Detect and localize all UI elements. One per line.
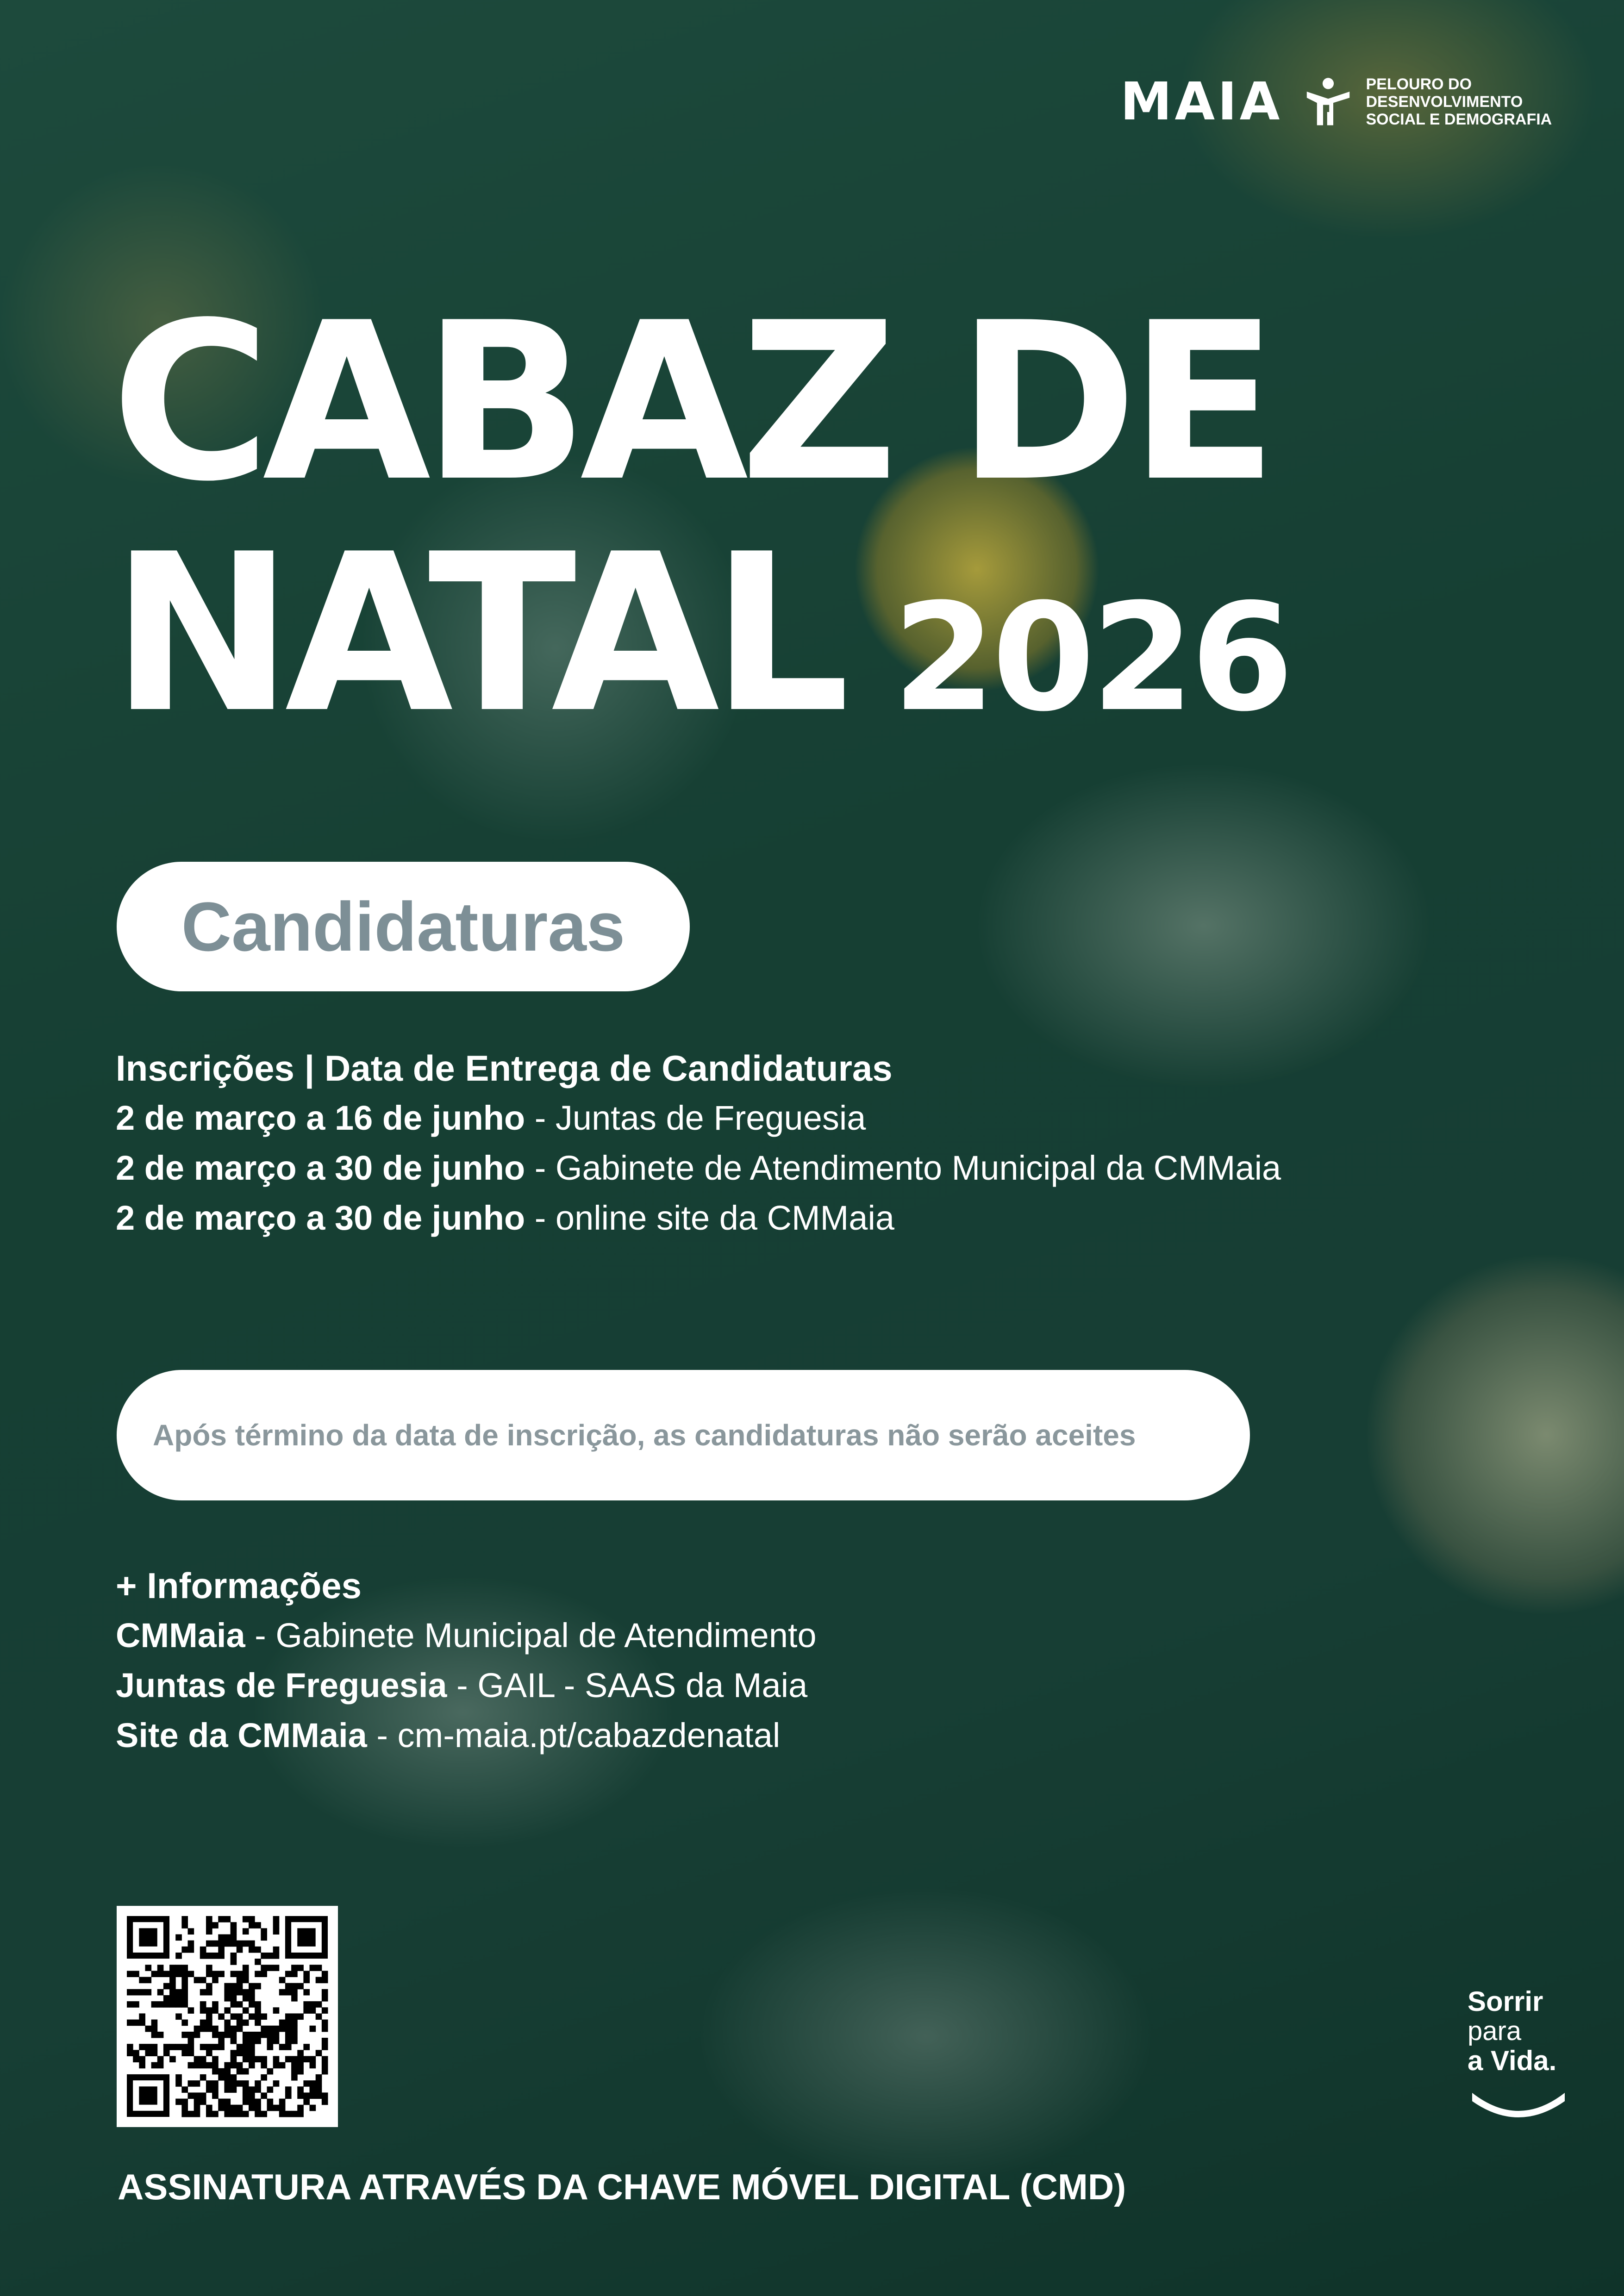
more-information	[116, 1561, 817, 1761]
registration-heading: Inscrições | Data de Entrega de Candidaturas	[116, 1048, 893, 1089]
more-info-heading: + Informações	[116, 1565, 362, 1606]
registration-item: 2 de março a 30 de junho - Gabinete de Atendimento Municipal da CMMaia	[116, 1149, 1281, 1187]
slogan: Sorrir para a Vida.	[1468, 1986, 1557, 2076]
registration-item: 2 de março a 16 de junho - Juntas de Freguesia	[116, 1099, 866, 1137]
info-item: Juntas de Freguesia - GAIL - SAAS da Maia	[116, 1666, 808, 1705]
deadline-notice: Após término da data de inscrição, as candidaturas não serão aceites	[117, 1370, 1250, 1500]
title-year: 2026	[892, 572, 1290, 744]
maia-logo[interactable]	[1120, 69, 1552, 134]
candidaturas-badge: Candidaturas	[117, 862, 690, 991]
logo-wordmark: MAIA	[1120, 72, 1283, 132]
info-item[interactable]: Site da CMMaia - cm-maia.pt/cabazdenatal	[116, 1716, 781, 1755]
qr-code[interactable]	[117, 1906, 338, 2127]
poster-title	[111, 276, 1290, 774]
title-line-2: NATAL 2026	[111, 507, 1290, 760]
title-line-1: CABAZ DE	[111, 276, 1270, 529]
qr-code-icon	[117, 1906, 338, 2127]
department-name: PELOURO DO DESENVOLVIMENTO SOCIAL E DEMOGRAFIA	[1366, 75, 1552, 128]
registration-dates	[116, 1043, 1281, 1243]
smile-icon	[1468, 2087, 1569, 2120]
signature-note: ASSINATURA ATRAVÉS DA CHAVE MÓVEL DIGITAL (CMD)	[118, 2166, 1126, 2207]
registration-item: 2 de março a 30 de junho - online site da CMMaia	[116, 1199, 895, 1237]
info-item: CMMaia - Gabinete Municipal de Atendimento	[116, 1616, 817, 1655]
person-figure-icon	[1303, 76, 1354, 127]
